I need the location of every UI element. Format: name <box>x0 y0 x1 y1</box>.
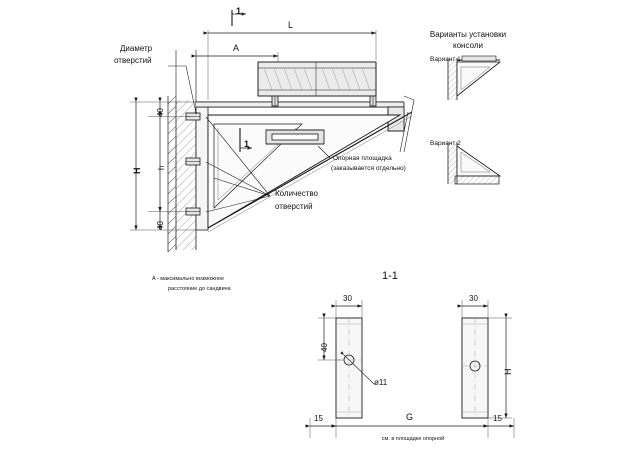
label-diameter-holes-line1: Диаметр <box>120 44 153 53</box>
dimension-30-right: 30 <box>469 294 478 303</box>
dimension-15-left: 15 <box>314 414 323 423</box>
variants-title-line2: консоли <box>453 41 483 50</box>
section-mark-inner: 1 <box>244 139 250 149</box>
section-plate-left <box>336 318 374 418</box>
label-support-pad-line2: (заказывается отдельно) <box>331 165 406 172</box>
chimney-pipe <box>258 62 376 106</box>
dimension-30-left: 30 <box>343 294 352 303</box>
support-pad <box>266 130 324 144</box>
label-count-holes-line1: Количество <box>275 189 318 198</box>
section-title: 1-1 <box>382 270 398 282</box>
main-view-group <box>130 10 514 438</box>
dimension-h: h <box>157 165 166 170</box>
label-diameter-holes-line2: отверстий <box>114 56 152 65</box>
variant-1-label: Вариант 1 <box>430 56 461 63</box>
variant-2-label: Вариант 2 <box>430 140 461 147</box>
label-count-holes-line2: отверстий <box>275 202 313 211</box>
dimension-L: L <box>288 20 294 30</box>
dimension-H-section: H <box>503 368 513 375</box>
wall-hatch <box>176 100 196 250</box>
dimension-40-section: 40 <box>320 343 329 352</box>
note-G: см. в площадке опорной <box>381 436 445 442</box>
hole-diameter-label: ø11 <box>374 378 388 387</box>
dimension-G: G <box>406 412 414 422</box>
variant-2-figure <box>448 142 500 184</box>
dimension-40-bottom: 40 <box>156 221 165 230</box>
label-support-pad-line1: Опорная площадка <box>333 155 392 162</box>
dimension-A: A <box>233 43 240 53</box>
note-A-line2: расстояние до сандвича <box>168 286 231 292</box>
dimension-15-right: 15 <box>493 414 502 423</box>
section-mark-top: 1 <box>236 6 242 16</box>
note-A-line1: A - максимально возможное <box>152 276 224 282</box>
dimension-40-top: 40 <box>156 108 165 117</box>
dimension-H: H <box>132 167 142 174</box>
variants-title-line1: Варианты установки <box>429 30 507 39</box>
section-plate-right <box>462 318 488 418</box>
